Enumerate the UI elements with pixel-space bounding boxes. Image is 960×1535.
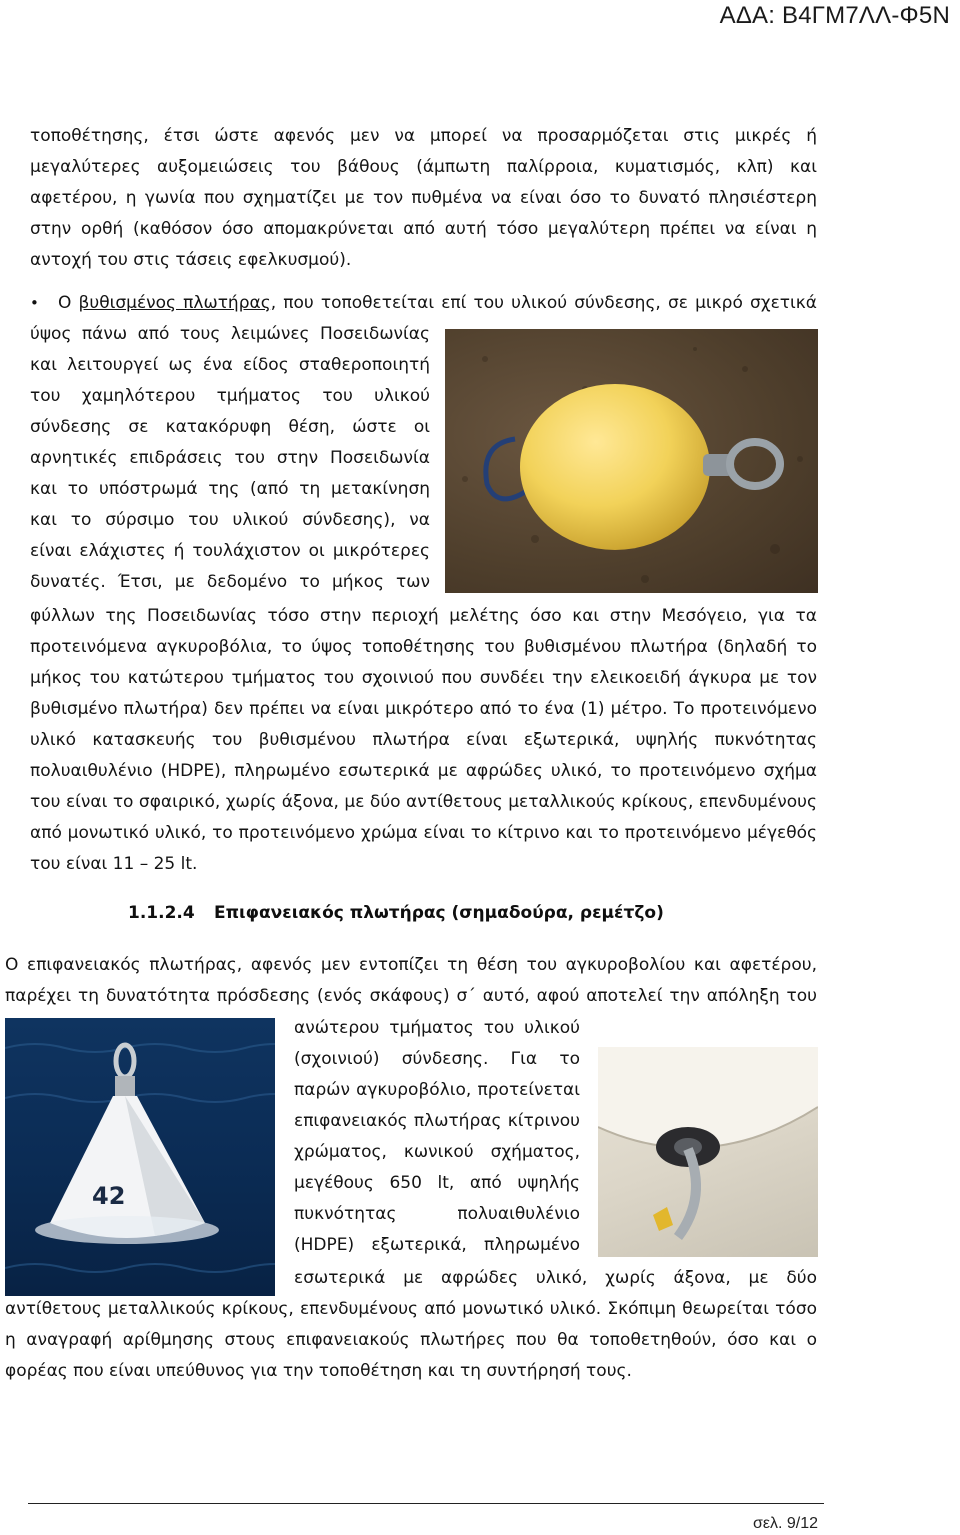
text-line: και το υπόστρωμά της (από τη μετακίνηση [30, 479, 430, 499]
text-line: προτεινόμενα αγκυροβόλια, το ύψος τοποθέτησης του βυθισμένου πλωτήρα (δηλαδή το [30, 637, 817, 657]
text-line: φορέας που είναι υπεύθυνος για την τοποθέτηση και τη συντήρησή τους. [5, 1361, 632, 1381]
section-middle-column [294, 1013, 580, 1261]
bullet-marker: • [30, 294, 39, 312]
text-line: σύνδεσης σε κατακόρυφη θέση, ώστε οι [30, 417, 430, 437]
text-line: υλικό κατασκευής του βυθισμένου πλωτήρα είναι εξωτερικά, υψηλής πυκνότητας [30, 730, 817, 750]
text-line: (σχοινιού) σύνδεσης. Για το [294, 1049, 580, 1069]
text-line: Ο επιφανειακός πλωτήρας, αφενός μεν εντοπίζει τη θέση του αγκυροβολίου και αφετέρου, [5, 955, 817, 975]
section-wide-line [294, 1263, 817, 1294]
section-intro [5, 950, 817, 1012]
text-line: παρέχει τη δυνατότητα πρόσδεσης (ενός σκάφους) σ΄ αυτό, αφού αποτελεί την απόληξη του [5, 986, 817, 1006]
buoy-illustration [5, 1018, 275, 1296]
text-line: ύψος πάνω από τους λειμώνες Ποσειδωνίας [30, 324, 430, 344]
text-line: είναι ελάχιστες ή τουλάχιστον οι μικρότερες [30, 541, 430, 561]
text-line: του είναι το σφαιρικό, χωρίς άξονα, με δύο αντίθετους μεταλλικούς κρίκους, επενδυμένους [30, 792, 817, 812]
text-line: του είναι 11 – 25 lt. [30, 854, 198, 874]
text-line: μεγέθους 650 lt, από υψηλής [294, 1173, 580, 1193]
text-line: επιφανειακός πλωτήρας κίτρινου [294, 1111, 580, 1131]
text-line: χρώματος, κωνικού σχήματος, [294, 1142, 580, 1162]
text-line: η αναγραφή αρίθμησης στους επιφανειακούς πλωτήρες που θα τοποθετηθούν, όσο και ο [5, 1330, 817, 1350]
text-line: πυκνότητας πολυαιθυλένιο [294, 1204, 580, 1224]
section-heading [128, 903, 664, 923]
text-line: εσωτερικά με αφρώδες υλικό, χωρίς άξονα, με δύο [294, 1268, 817, 1288]
text-line: και το σύρσιμο του υλικού σύνδεσης), να [30, 510, 430, 530]
bullet-wide-lines [30, 601, 817, 880]
yellow-float [520, 384, 710, 550]
text-line: βυθισμένο πλωτήρα) δεν πρέπει να είναι μικρότερο από το ένα (1) μέτρο. Το προτεινόμενο [30, 699, 817, 719]
attachment-illustration [598, 1047, 818, 1257]
paragraph-1 [30, 121, 817, 276]
submerged-float-photo [445, 329, 818, 593]
section-title: Επιφανειακός πλωτήρας (σημαδούρα, ρεμέτζο) [214, 903, 664, 923]
text-line [58, 288, 817, 319]
text-prefix: Ο [58, 293, 79, 313]
text-line: πολυαιθυλένιο (HDPE), πληρωμένο εσωτερικά με αφρώδες υλικό, το προτεινόμενο σχήμα [30, 761, 817, 781]
float-illustration [445, 329, 818, 593]
text-line: αντίθετους μεταλλικούς κρίκους, επενδυμένους από μονωτικό υλικό. Σκόπιμη θεωρείται τόσο [5, 1299, 817, 1319]
text-line: και λειτουργεί ως ένα είδος σταθεροποιητή [30, 355, 430, 375]
float-attachment-photo [598, 1047, 818, 1257]
text-line: (HDPE) εξωτερικά, πληρωμένο [294, 1235, 580, 1255]
text-line: τοποθέτησης, έτσι ώστε αφενός μεν να μπορεί να προσαρμόζεται στις μικρές ή [30, 126, 817, 146]
text-rest: , που τοποθετείται επί του υλικού σύνδεσης, σε μικρό σχετικά [270, 293, 817, 313]
text-line: του χαμηλότερου τμήματος του υλικού [30, 386, 430, 406]
footer-divider [28, 1503, 824, 1504]
text-line: από μονωτικό υλικό, το προτεινόμενο χρώμα είναι το κίτρινο και το προτεινόμενο μέγεθός [30, 823, 817, 843]
text-line: ανώτερου τμήματος του υλικού [294, 1018, 580, 1038]
text-line: μεγαλύτερες αυξομειώσεις του βάθους (άμπωτη παλίρροια, κυματισμός, κλπ) και [30, 157, 817, 177]
text-line: μήκος του κατώτερου τμήματος του σχοινιού που συνδέει την ελεικοειδή άγκυρα με τον [30, 668, 817, 688]
section-number: 1.1.2.4 [128, 903, 195, 923]
page-number: σελ. 9/12 [752, 1515, 818, 1532]
ada-code: ΑΔΑ: Β4ΓΜ7ΛΛ-Φ5Ν [719, 2, 950, 29]
text-line: στην ορθή (καθόσον όσο απομακρύνεται από αυτή τόσο μεγαλύτερη πρέπει να είναι η [30, 219, 817, 239]
text-line: αφετέρου, η γωνία που σχηματίζει με τον πυθμένα να είναι όσο το δυνατό πλησιέστερη [30, 188, 817, 208]
buoy-number: 42 [92, 1182, 126, 1210]
text-line: αντοχή του στις τάσεις εφελκυσμού). [30, 250, 352, 270]
section-final-lines [5, 1294, 817, 1387]
text-line: φύλλων της Ποσειδωνίας τόσο στην περιοχή μελέτης όσο και στην Μεσόγειο, για τα [30, 606, 817, 626]
surface-buoy-photo [5, 1018, 275, 1296]
text-line: αρνητικές επιδράσεις του στην Ποσειδωνία [30, 448, 430, 468]
bullet-first-line [58, 288, 817, 319]
underlined-term: βυθισμένος πλωτήρας [78, 293, 271, 313]
bullet-narrow-column [30, 319, 430, 598]
text-line: δυνατές. Έτσι, με δεδομένο το μήκος των [30, 572, 430, 592]
text-line: παρών αγκυροβόλιο, προτείνεται [294, 1080, 580, 1100]
